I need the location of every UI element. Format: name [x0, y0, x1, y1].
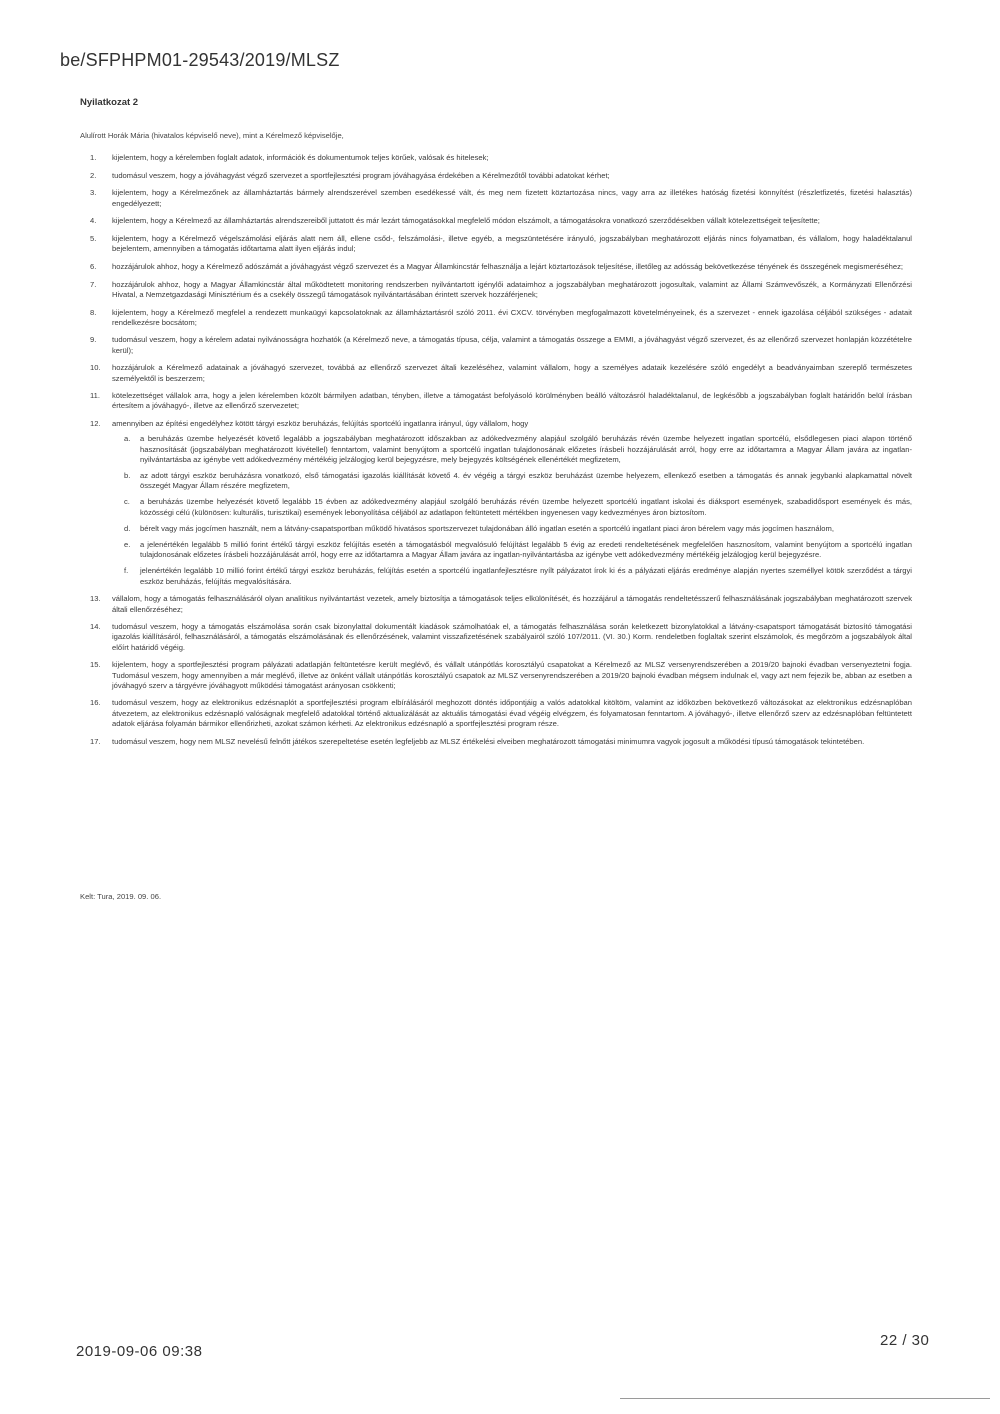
sub-list-item	[112, 540, 912, 560]
item-text: vállalom, hogy a támogatás felhasználásáról olyan analitikus nyilvántartást vezetek, amely biztosítja a támogatások teljes elkülönítését, és hozzájárul a támogatás rendeltetésszerű felhasználásának jogszabályban meghatározott szervek általi ellenőrzéséhez;	[112, 594, 912, 614]
document-reference: be/SFPHPM01-29543/2019/MLSZ	[60, 50, 340, 70]
item-text: hozzájárulok a Kérelmező adatainak a jóváhagyó szervezet, továbbá az ellenőrző szervezet általi kezeléséhez, valamint vállalom, hogy a személyes adataik kezelésére szóló engedélyt a beadványaimban szereplő természetes személyektől is beszerzem;	[112, 363, 912, 383]
item-text: kijelentem, hogy a Kérelmező megfelel a rendezett munkaügyi kapcsolatoknak az államháztartásról szóló 2011. évi CXCV. törvényben megfogalmazott követelményeinek, és a szervezet - ennek igazolása céljából szükséges - adatait rendelkezésre bocsátom;	[112, 307, 912, 327]
sub-item-text: a beruházás üzembe helyezését követő legalább 15 évben az adókedvezmény alapjául szolgáló beruházás révén üzembe helyezett sportcélú ingatlant iskolai és diáksport események, szabadidősport események és más, közösségi célú (különösen: kulturális, turisztikai) események lebonyolítása céljából az adatlapon feltüntetett mértékben ingyenesen vagy kedvezményes áron biztosítom.	[140, 497, 912, 517]
sub-list-item	[112, 471, 912, 491]
item-number: 1.	[90, 153, 97, 162]
declaration-list	[80, 153, 912, 754]
list-item	[80, 153, 912, 163]
sub-list-item	[112, 497, 912, 517]
list-item	[80, 308, 912, 328]
sub-item-letter: d.	[124, 523, 131, 533]
sub-item-letter: f.	[124, 566, 129, 576]
place-and-date: Kelt: Tura, 2019. 09. 06.	[80, 892, 162, 901]
sub-list-item	[112, 434, 912, 465]
item-text: tudomásul veszem, hogy nem MLSZ nevelésű felnőtt játékos szerepeltetése esetén legfeljebb az MLSZ értékelési elveiben meghatározott támogatási minimumra vagyok jogosult a működési típusú támogatások tekintetében.	[112, 736, 865, 746]
list-item	[80, 594, 912, 614]
item-text: kijelentem, hogy a Kérelmezőnek az államháztartás bármely alrendszerével szemben esedékessé vált, és meg nem fizetett köztartozása nincs, vagy arra az illetékes hatóság fizetési könnyítést (részletfizetés, fizetési halasztás) engedélyezett;	[112, 188, 912, 208]
sub-item-text: bérelt vagy más jogcímen használt, nem a látvány-csapatsportban működő hivatásos sportszervezet tulajdonában álló ingatlan esetén a sportcélú ingatlant piaci áron bérelem vagy más jogcímen használom,	[140, 523, 834, 533]
footer-timestamp: 2019-09-06 09:38	[76, 1343, 203, 1360]
document-title: Nyilatkozat 2	[80, 97, 139, 108]
sub-item-letter: b.	[124, 470, 131, 480]
item-text: kijelentem, hogy a Kérelmező az államháztartás alrendszereiből juttatott és már lezárt támogatásokkal megfelelő módon elszámolt, a támogatásokra vonatkozó szerződésekben vállalt kötelezettségeit teljesítette;	[112, 216, 820, 226]
sub-list	[112, 434, 912, 586]
bottom-divider	[620, 1398, 990, 1399]
list-item	[80, 335, 912, 355]
intro-text: Alulírott Horák Mária (hivatalos képviselő neve), mint a Kérelmező képviselője,	[80, 131, 344, 140]
list-item	[80, 363, 912, 383]
item-number: 14.	[90, 622, 101, 632]
list-item	[80, 391, 912, 411]
item-number: 4.	[90, 216, 97, 226]
list-item	[80, 262, 912, 272]
list-item	[80, 171, 912, 181]
item-text: tudomásul veszem, hogy a támogatás elszámolása során csak bizonylattal dokumentált kiadások számolhatóak el, a támogatás felhasználása során keletkezett bizonylatokkal a látvány-csapatsport támogatását biztosító támogatási igazolás kiállításáról, felhasználásáról, a támogatás elszámolásának és ellenőrzésének, valamint visszafizetésének szabályairól szóló 107/2011. (VI. 30.) Korm. rendeletben foglaltak szerint elszámolok, és megőrzöm a jogszabályok által előírt határidő végéig.	[112, 622, 912, 652]
sub-item-text: az adott tárgyi eszköz beruházásra vonatkozó, első támogatási igazolás kiállítását követő 4. év végéig a tárgyi eszköz beruházást üzembe helyezem, ellenkező esetben a támogatás és annak jegybanki alapkamattal növelt összegét Magyar Állam részére megfizetem,	[140, 470, 912, 491]
item-number: 8.	[90, 307, 97, 317]
list-item	[80, 280, 912, 300]
list-item	[80, 216, 912, 226]
item-number: 3.	[90, 188, 97, 198]
sub-list-item	[112, 566, 912, 586]
list-item	[80, 188, 912, 208]
item-text: kijelentem, hogy a Kérelmező végelszámolási eljárás alatt nem áll, ellene csőd-, felszámolási-, illetve egyéb, a megszüntetésére irányuló, jogszabályban meghatározott eljárás nincs folyamatban, és vállalom, hogy haladéktalanul bejelentem, amennyiben a támogatás időtartama alatt ilyen eljárás indul;	[112, 234, 912, 254]
item-text: tudomásul veszem, hogy a jóváhagyást végző szervezet a sportfejlesztési program jóváhagyása érdekében a Kérelmezőtől további adatokat kérhet;	[112, 170, 610, 180]
list-item	[80, 234, 912, 254]
list-item	[80, 698, 912, 729]
sub-item-letter: e.	[124, 539, 131, 549]
item-number: 9.	[90, 335, 97, 345]
item-number: 12.	[90, 419, 101, 429]
item-text: tudomásul veszem, hogy az elektronikus edzésnaplót a sportfejlesztési program elbírálásáról meghozott döntés időpontjáig a valós adatokkal kitöltöm, valamint az időközben bekövetkező változásokat az elektronikus edzésnaplóban átvezetem, az elektronikus edzésnapló valóságnak megfelelő adatokkal történő aktualizálását az aktuális támogatási évad végéig elvégzem, és folyamatosan fenntartom. A jóváhagyó-, illetve ellenőrző szerv az edzésnaplóban feltüntetett adatok eljárása folyamán bármikor ellenőrizheti, azokat számon kérheti. Az elektronikus edzésnapló a sportfejlesztési program része.	[112, 698, 912, 728]
page-number: 22 / 30	[880, 1332, 930, 1349]
item-text: amennyiben az építési engedélyhez kötött tárgyi eszköz beruházás, felújítás sportcélú ingatlanra irányul, úgy vállalom, hogy	[112, 419, 529, 429]
sub-list-item	[112, 524, 912, 534]
sub-item-text: a jelenértékén legalább 5 millió forint értékű tárgyi eszköz felújítás esetén a támogatásból megvalósuló felújítást legalább 5 évig az eredeti rendeltetésének megfelelően hasznosítom, valamint benyújtom a sportcélú ingatlan tulajdonosának előzetes írásbeli hozzájárulását arról, hogy erre az időtartamra a Magyar Állam javára az ingatlan-nyilvántartásba az igénybe vett adókedvezmény mértékéig jelzálogjog kerül bejegyzésre.	[140, 539, 912, 560]
sub-item-text: a beruházás üzembe helyezését követő legalább a jogszabályban meghatározott időszakban az adókedvezmény alapjául szolgáló beruházás révén üzembe helyezett ingatlan sportcélú, elsődlegesen piaci alapon történő hasznosítását (jogszabályban meghatározott kivétellel) fenntartom, valamint benyújtom a sportcélú ingatlan tulajdonosának előzetes írásbeli hozzájárulását arról, hogy erre az időtartamra a Magyar Állam javára az ingatlan-nyilvántartásba az igénybe vett adókedvezmény mértékéig jelzálogjog kerül bejegyzésre, mely bejegyzés költségének ellenértékét megfizetem,	[140, 434, 912, 464]
item-number: 15.	[90, 660, 101, 670]
item-text: hozzájárulok ahhoz, hogy a Magyar Államkincstár által működtetett monitoring rendszerben nyilvántartott igénylői adataimhoz a jogszabályban meghatározott jogosultak, valamint az Állami Számvevőszék, a Kormányzati Ellenőrzési Hivatal, a Nemzetgazdasági Minisztérium és a csekély összegű támogatások nyilvántartásában érintett szervek hozzáférjenek;	[112, 279, 912, 299]
list-item	[80, 419, 912, 587]
item-text: tudomásul veszem, hogy a kérelem adatai nyilvánosságra hozhatók (a Kérelmező neve, a támogatás típusa, célja, valamint a támogatás összege a EMMI, a jóváhagyást végző szervezet, és az ellenőrző szervezet honlapján közzétételre kerül);	[112, 335, 912, 355]
item-text: kötelezettséget vállalok arra, hogy a jelen kérelemben közölt bármilyen adatban, tényben, illetve a támogatást befolyásoló körülményben beálló változásról haladéktalanul, de legkésőbb a jogszabályban foglalt határidőn belül írásban értesítem a jóváhagyó-, illetve az ellenőrző szervezetet;	[112, 391, 912, 411]
item-number: 10.	[90, 363, 101, 373]
item-number: 13.	[90, 594, 101, 604]
item-text: hozzájárulok ahhoz, hogy a Kérelmező adószámát a jóváhagyást végző szervezet és a Magyar Államkincstár felhasználja a lejárt köztartozások teljesítése, illetőleg az adósság bekövetkezése tényének és összegének megismeréséhez;	[112, 261, 904, 271]
list-item	[80, 737, 912, 747]
item-number: 5.	[90, 234, 97, 244]
item-text: kijelentem, hogy a sportfejlesztési program pályázati adatlapján feltüntetésre került meglévő, és vállalt utánpótlás korosztályú csapatokat a Kérelmező az MLSZ versenyrendszerében a 2019/20 bajnoki évadban versenyeztetni fogja. Tudomásul veszem, hogy amennyiben a már meglévő, illetve az önként vállalt utánpótlás korosztályú csapatok az MLSZ versenyrendszerében a 2019/20 bajnoki évadban mégsem indulnak el, vagy azt nem fejezik be, abban az esetben a jóváhagyó szerv a tárgyévre jóváhagyott működési támogatást arányosan csökkenti;	[112, 660, 912, 690]
item-number: 7.	[90, 279, 97, 289]
item-number: 2.	[90, 170, 97, 180]
item-text: kijelentem, hogy a kérelemben foglalt adatok, információk és dokumentumok teljes körűek, valósak és hitelesek;	[112, 153, 489, 162]
item-number: 6.	[90, 261, 97, 271]
sub-item-letter: c.	[124, 497, 130, 507]
list-item	[80, 660, 912, 691]
list-item	[80, 622, 912, 653]
sub-item-letter: a.	[124, 434, 131, 444]
sub-item-text: jelenértékén legalább 10 millió forint értékű tárgyi eszköz beruházás, felújítás esetén a sportcélú ingatlanfejlesztésre nyílt pályázatot írok ki és a pályázati eljárás eredménye alapján nyertes személlyel kötök szerződést a tárgyi eszköz beruházás, felújítás megvalósítására.	[140, 566, 912, 586]
item-number: 16.	[90, 698, 101, 708]
item-number: 17.	[90, 736, 101, 746]
item-number: 11.	[90, 391, 100, 401]
